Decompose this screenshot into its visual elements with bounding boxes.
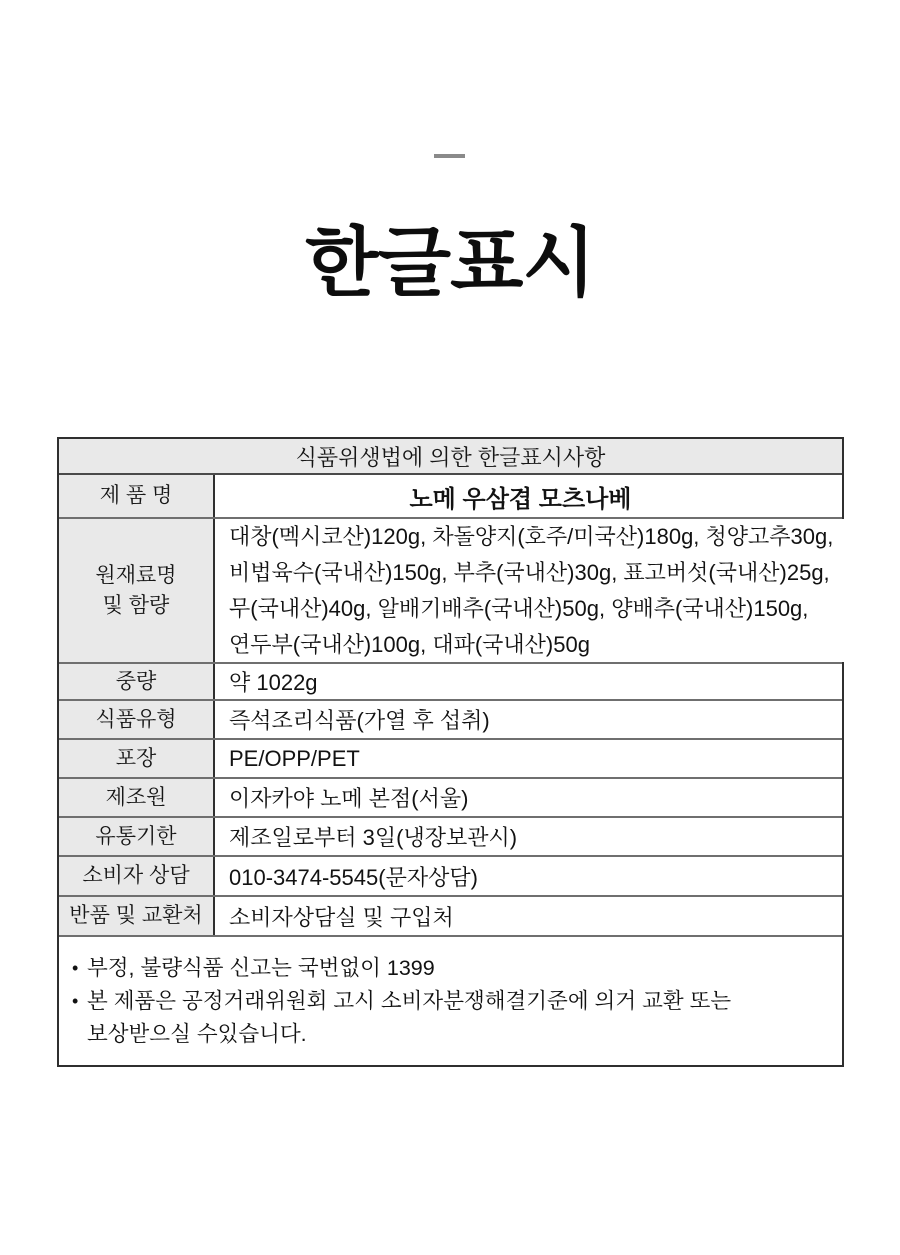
ingredients-label-line2: 및 함량 [102,593,170,617]
note-1-text: 부정, 불량식품 신고는 국번없이 1399 [87,956,435,980]
table-row-weight [59,664,842,701]
table-row-packaging [59,740,842,779]
weight-label: 중량 [59,664,215,699]
product-name-label: 제 품 명 [59,475,215,517]
note-2-text: 본 제품은 공정거래위원회 고시 소비자분쟁해결기준에 의거 교환 또는 [87,989,732,1013]
shelf-life-label: 유통기한 [59,818,215,855]
packaging-value: PE/OPP/PET [215,740,842,777]
table-row-manufacturer [59,779,842,818]
food-type-label: 식품유형 [59,701,215,738]
table-row-returns [59,897,842,937]
title-divider-dash [434,154,465,158]
ingredients-label-line1: 원재료명 [95,563,177,587]
bullet-icon [72,952,87,985]
page-title: 한글표시 [305,221,595,306]
ingredients-line-1: 대창(멕시코산)120g, 차돌양지(호주/미국산)180g, 청양고추30g, [229,523,834,549]
table-header-row [59,439,842,475]
customer-service-label: 소비자 상담 [59,857,215,895]
ingredients-line-2: 비법육수(국내산)150g, 부추(국내산)30g, 표고버섯(국내산)25g, [229,559,830,585]
table-row-customer-service [59,857,842,897]
product-name-value [215,475,842,517]
note-2-continuation: 보상받으실 수있습니다. [87,1022,307,1046]
bullet-icon [72,985,87,1018]
table-row-food-type [59,701,842,740]
shelf-life-value: 제조일로부터 3일(냉장보관시) [215,818,842,855]
note-line-2 [72,985,822,1018]
returns-label: 반품 및 교환처 [59,897,215,935]
product-name-text: 노메 우삼겹 모츠나베 [409,485,632,513]
ingredients-label [59,519,215,662]
table-header-title: 식품위생법에 의한 한글표시사항 [295,444,606,470]
table-row-ingredients [59,519,842,664]
ingredients-value [215,519,849,662]
packaging-label: 포장 [59,740,215,777]
table-notes-block [59,937,842,1065]
korean-label-table [57,437,844,1067]
food-type-value: 즉석조리식품(가열 후 섭취) [215,701,842,738]
returns-value: 소비자상담실 및 구입처 [215,897,842,935]
ingredients-line-3: 무(국내산)40g, 알배기배추(국내산)50g, 양배추(국내산)150g, [229,595,809,621]
manufacturer-value: 이자카야 노메 본점(서울) [215,779,842,816]
weight-value: 약 1022g [215,664,842,699]
note-line-1 [72,952,822,985]
table-row-product-name [59,475,842,519]
manufacturer-label: 제조원 [59,779,215,816]
ingredients-line-4: 연두부(국내산)100g, 대파(국내산)50g [229,631,590,657]
customer-service-value: 010-3474-5545(문자상담) [215,857,842,895]
table-row-shelf-life [59,818,842,857]
